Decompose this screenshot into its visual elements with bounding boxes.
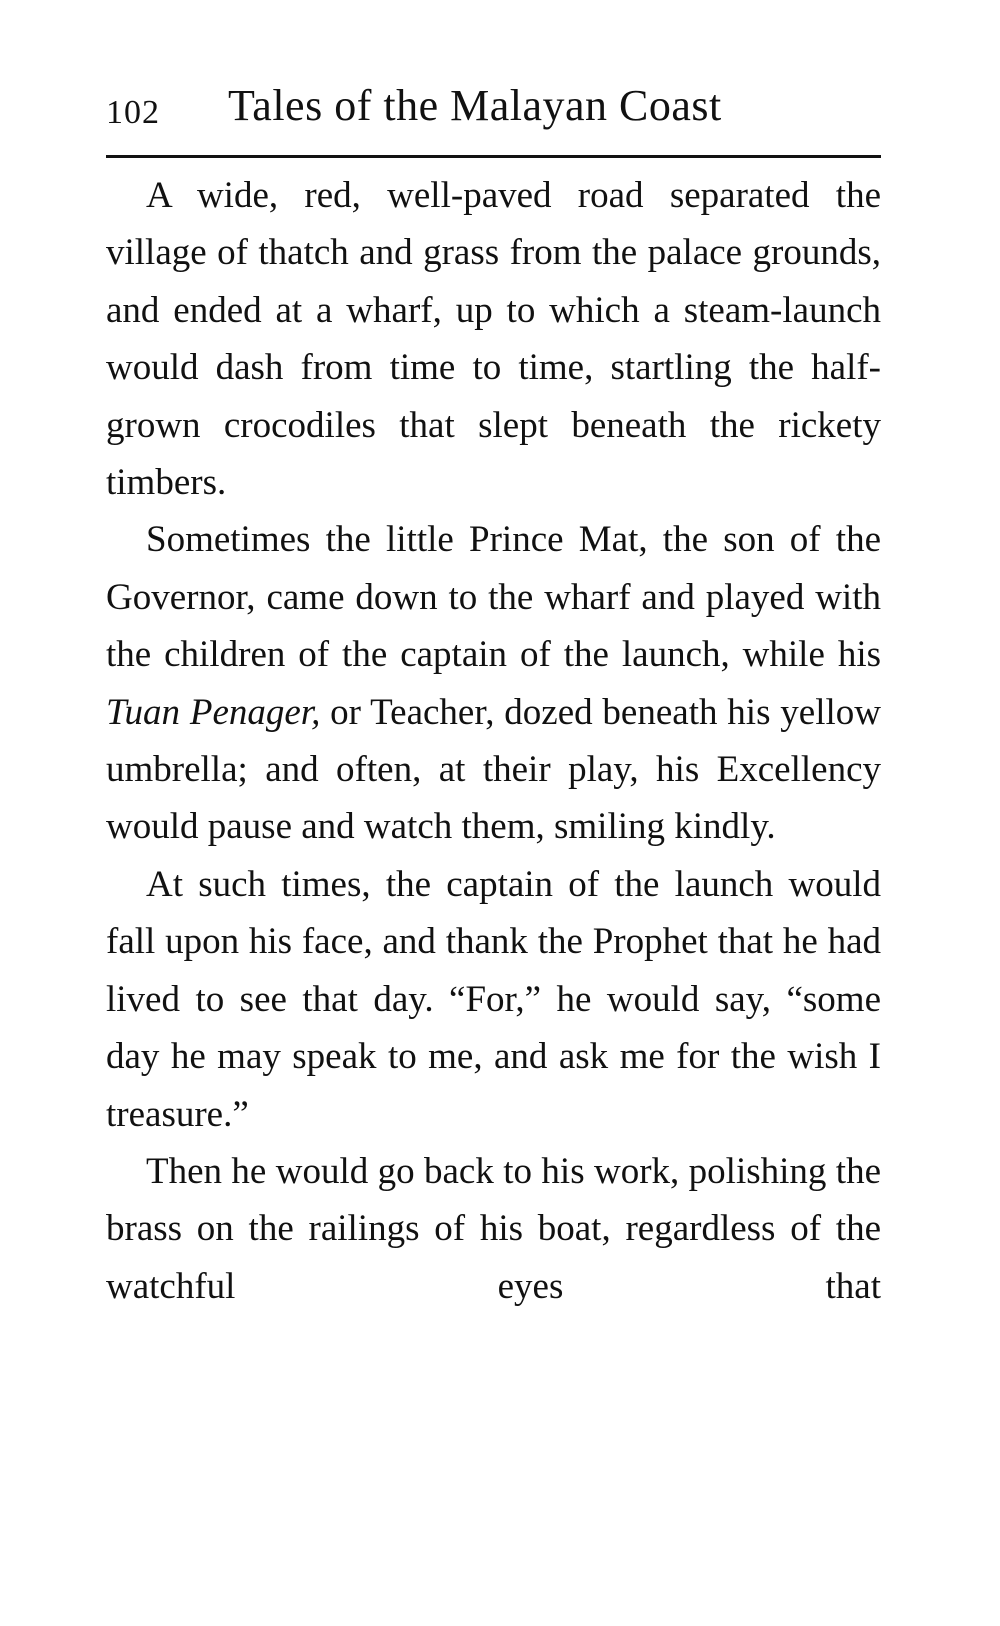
paragraph-2 [106,511,881,855]
paragraph-3: At such times, the captain of the launch would fall upon his face, and thank the Prophet that he had lived to see that day. “For,” he would say, “some day he may speak to me, and ask me for the wish I treasure.” [106,863,881,1135]
paragraph-4: Then he would go back to his work, polishing the brass on the railings of his boat, regardless of the watchful eyes that [106,1150,881,1307]
header-rule [106,155,881,158]
running-head [106,80,881,140]
paragraph-2-text-after-italic: or Teacher, dozed beneath his yellow umbrella; and often, at their play, his Excellency would pause and watch them, smiling kindly. [106,691,881,848]
page-number: 102 [106,94,160,131]
paragraph-2-text-before-italic: Sometimes the little Prince Mat, the son of the Governor, came down to the wharf and played with the children of the captain of the launch, while his [106,519,881,676]
running-title: Tales of the Malayan Coast [228,81,722,130]
body-text [106,167,881,1315]
paragraph-2-italic-term: Tuan Penager, [106,691,321,733]
paragraph-1: A wide, red, well-paved road separated the village of thatch and grass from the palace grounds, and ended at a wharf, up to which a steam-launch would dash from time to time, startling the half-grown crocodiles that slept beneath the rickety timbers. [106,175,881,504]
